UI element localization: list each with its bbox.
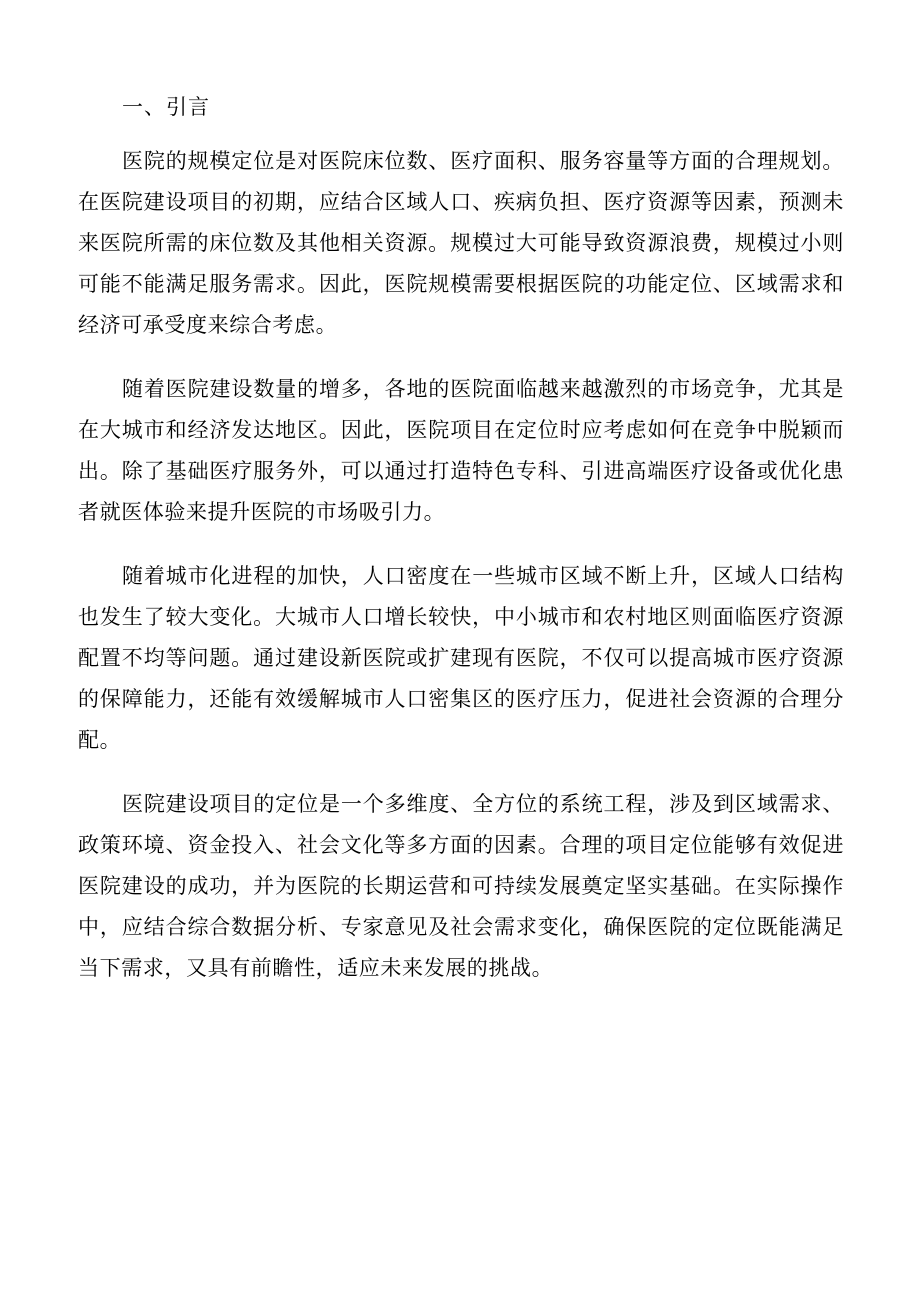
paragraph-scale-positioning: 医院的规模定位是对医院床位数、医疗面积、服务容量等方面的合理规划。在医院建设项目的初期，应结合区域人口、疾病负担、医疗资源等因素，预测未来医院所需的床位数及其他相关资源。规模过大可能导致资源浪费，规模过小则可能不能满足服务需求。因此，医院规模需要根据医院的功能定位、区域需求和经济可承受度来综合考虑。 [78,149,844,337]
document-body [78,86,844,1012]
section-heading: 一、引言 [122,95,210,119]
paragraph-urbanization: 随着城市化进程的加快，人口密度在一些城市区域不断上升，区域人口结构也发生了较大变化。大城市人口增长较快，中小城市和农村地区则面临医疗资源配置不均等问题。通过建设新医院或扩建现有医院，不仅可以提高城市医疗资源的保障能力，还能有效缓解城市人口密集区的医疗压力，促进社会资源的合理分配。 [78,564,844,752]
paragraph-market-competition: 随着医院建设数量的增多，各地的医院面临越来越激烈的市场竞争，尤其是在大城市和经济发达地区。因此，医院项目在定位时应考虑如何在竞争中脱颖而出。除了基础医疗服务外，可以通过打造特色专科、引进高端医疗设备或优化患者就医体验来提升医院的市场吸引力。 [78,377,844,524]
paragraph-system-engineering: 医院建设项目的定位是一个多维度、全方位的系统工程，涉及到区域需求、政策环境、资金投入、社会文化等多方面的因素。合理的项目定位能够有效促进医院建设的成功，并为医院的长期运营和可持续发展奠定坚实基础。在实际操作中，应结合综合数据分析、专家意见及社会需求变化，确保医院的定位既能满足当下需求，又具有前瞻性，适应未来发展的挑战。 [78,792,844,980]
